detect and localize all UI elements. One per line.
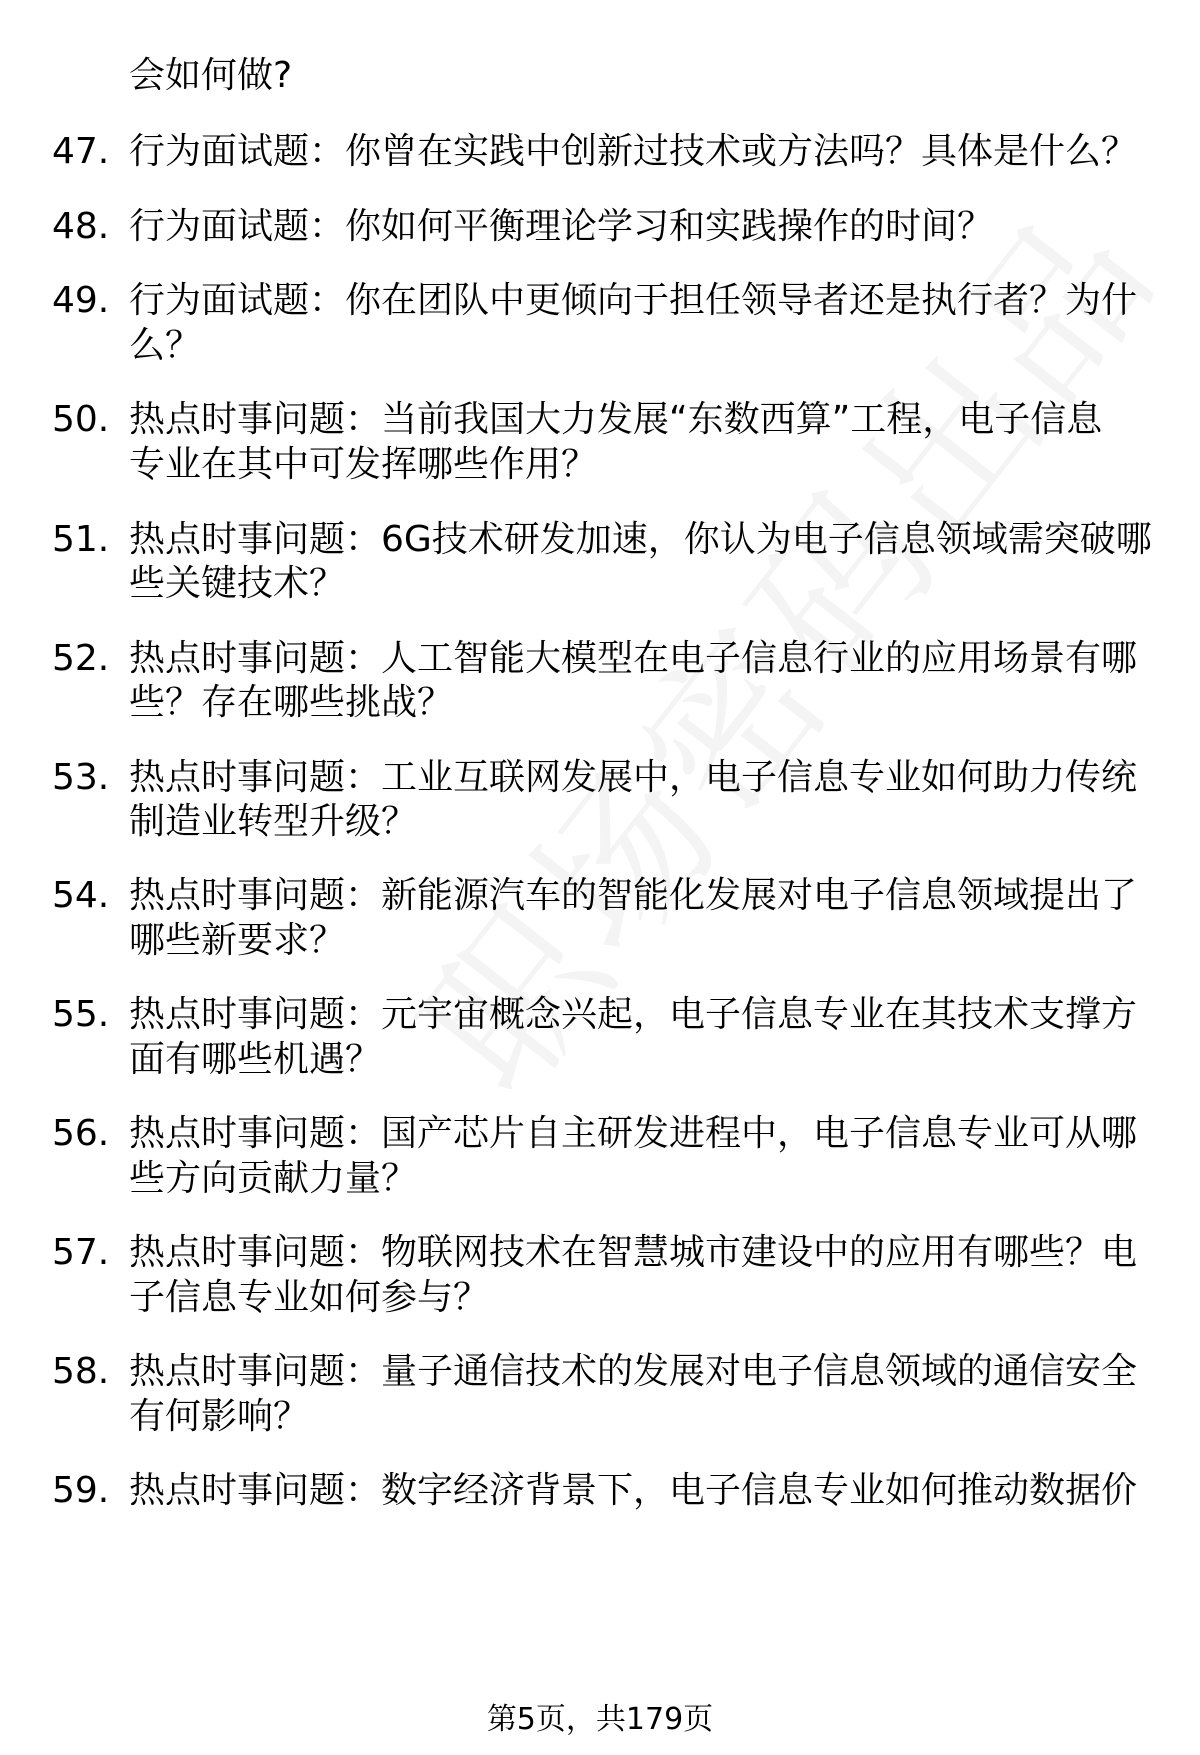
item-text-line: 热点时事问题：数字经济背景下，电子信息专业如何推动数据价 [129,1470,1138,1511]
page-footer: 第5页，共179页 [486,1702,714,1737]
item-number: 55. [52,994,110,1035]
item-text-line: 热点时事问题：人工智能大模型在电子信息行业的应用场景有哪 [129,638,1138,679]
continuation-text: 会如何做? [129,55,293,96]
item-number: 53. [52,757,110,798]
item-text-line: 专业在其中可发挥哪些作用？ [129,444,598,485]
item-text-line: 些关键技术？ [129,563,346,604]
item-text-line: 有何影响？ [129,1396,310,1437]
item-text-line: 热点时事问题：量子通信技术的发展对电子信息领域的通信安全 [129,1351,1138,1392]
item-text-line: 行为面试题：你如何平衡理论学习和实践操作的时间？ [129,206,994,247]
item-number: 49. [52,280,110,321]
item-number: 48. [52,206,110,247]
item-text-line: 子信息专业如何参与？ [129,1277,490,1318]
item-text-line: 热点时事问题：当前我国大力发展“东数西算”工程，电子信息 [129,399,1103,440]
item-number: 47. [52,131,110,172]
item-text-line: 热点时事问题：工业互联网发展中，电子信息专业如何助力传统 [129,757,1138,798]
item-number: 52. [52,638,110,679]
item-number: 58. [52,1351,110,1392]
item-text-line: 么？ [129,325,202,366]
item-text-line: 行为面试题：你在团队中更倾向于担任领导者还是执行者？为什 [129,280,1138,321]
item-number: 59. [52,1470,110,1511]
item-text-line: 热点时事问题：元宇宙概念兴起，电子信息专业在其技术支撑方 [129,994,1138,1035]
item-text-line: 热点时事问题：物联网技术在智慧城市建设中的应用有哪些？电 [129,1232,1138,1273]
item-text-line: 热点时事问题：6G技术研发加速，你认为电子信息领域需突破哪 [129,519,1152,560]
item-text-line: 制造业转型升级？ [129,801,418,842]
item-text-line: 热点时事问题：国产芯片自主研发进程中，电子信息专业可从哪 [129,1113,1138,1154]
item-text-line: 些方向贡献力量？ [129,1158,418,1199]
item-text-line: 哪些新要求？ [129,920,346,961]
item-number: 56. [52,1113,110,1154]
item-text-line: 行为面试题：你曾在实践中创新过技术或方法吗？具体是什么？ [129,131,1138,172]
item-number: 54. [52,875,110,916]
item-text-line: 些？存在哪些挑战？ [129,682,454,723]
item-text-line: 面有哪些机遇？ [129,1039,382,1080]
item-number: 51. [52,519,110,560]
item-text-line: 热点时事问题：新能源汽车的智能化发展对电子信息领域提出了 [129,875,1138,916]
item-number: 57. [52,1232,110,1273]
item-number: 50. [52,399,110,440]
